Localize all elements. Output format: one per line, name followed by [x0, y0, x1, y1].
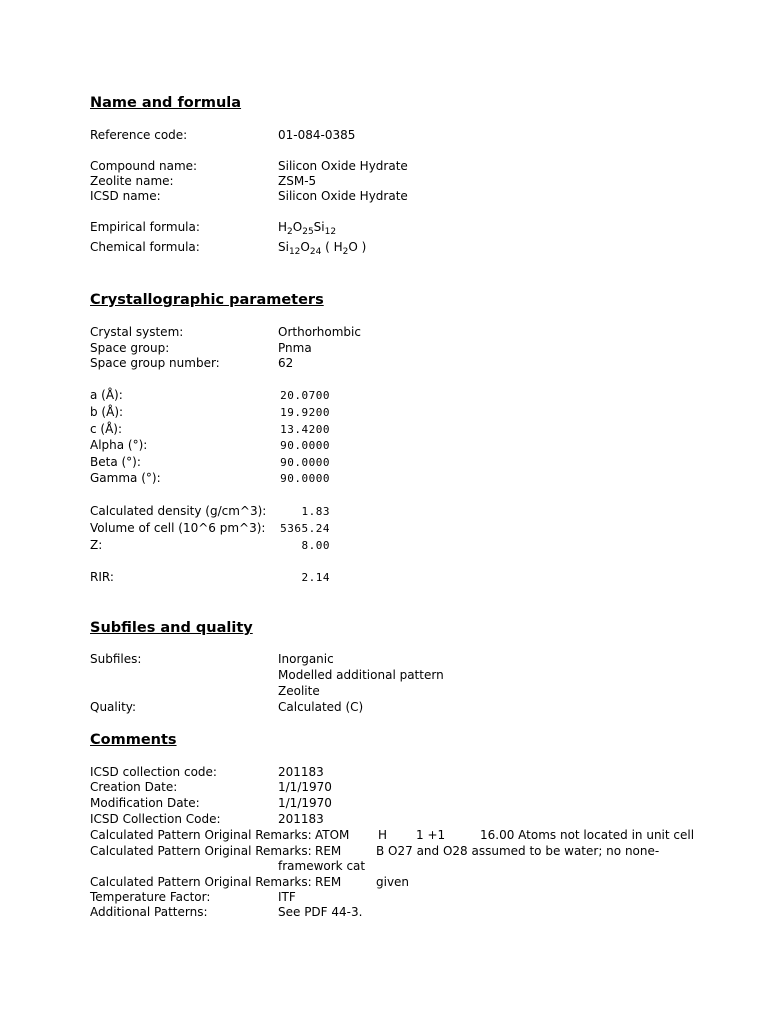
subfiles-label: Subfiles: [90, 652, 142, 666]
section-heading-crystallographic: Crystallographic parameters [90, 292, 324, 308]
remark2-col2: B O27 and O28 assumed to be water; no none- [376, 844, 660, 858]
density-value: 1.83 [301, 505, 330, 518]
alpha-value: 90.0000 [280, 439, 330, 452]
icsd-collection-code-label: ICSD collection code: [90, 765, 217, 779]
density-label: Calculated density (g/cm^3): [90, 504, 267, 518]
subfile-item: Zeolite [278, 684, 320, 698]
zeolite-name-label: Zeolite name: [90, 174, 174, 188]
remark2-continuation: framework cat [278, 859, 366, 873]
remark3-col2: given [376, 875, 410, 889]
remark3-label: Calculated Pattern Original Remarks: [90, 875, 312, 889]
z-label: Z: [90, 538, 103, 552]
quality-label: Quality: [90, 700, 137, 714]
creation-date-label: Creation Date: [90, 780, 178, 794]
cell-b-label: b (Å): [90, 405, 124, 419]
chemical-formula-label: Chemical formula: [90, 240, 200, 254]
icsd-name-label: ICSD name: [90, 189, 161, 203]
remark1-col3: 1 +1 [416, 828, 446, 842]
gamma-value: 90.0000 [280, 472, 330, 485]
cell-c-value: 13.4200 [280, 423, 330, 436]
icsd-collection-code-2-value: 201183 [278, 812, 324, 826]
subfile-item: Inorganic [278, 652, 334, 666]
gamma-label: Gamma (°): [90, 471, 161, 485]
remark2-col1: REM [315, 844, 342, 858]
beta-value: 90.0000 [280, 456, 330, 469]
space-group-number-value: 62 [278, 356, 294, 370]
zeolite-name-value: ZSM-5 [278, 174, 317, 188]
section-heading-comments: Comments [90, 732, 177, 748]
compound-name-label: Compound name: [90, 159, 198, 173]
icsd-collection-code-value: 201183 [278, 765, 324, 779]
space-group-number-label: Space group number: [90, 356, 220, 370]
remark1-col2: H [378, 828, 388, 842]
chemical-formula-value: $Si_{12}O_{24}$ ( $H_2O$ ) [278, 240, 367, 257]
remark1-col4: 16.00 Atoms not located in unit cell [480, 828, 695, 842]
cell-a-label: a (Å): [90, 388, 123, 402]
icsd-name-value: Silicon Oxide Hydrate [278, 189, 408, 203]
empirical-formula-label: Empirical formula: [90, 220, 200, 234]
modification-date-label: Modification Date: [90, 796, 200, 810]
modification-date-value: 1/1/1970 [278, 796, 332, 810]
crystal-system-label: Crystal system: [90, 325, 184, 339]
space-group-label: Space group: [90, 341, 170, 355]
alpha-label: Alpha (°): [90, 438, 148, 452]
z-value: 8.00 [301, 539, 330, 552]
space-group-value: Pnma [278, 341, 312, 355]
rir-value: 2.14 [301, 571, 330, 584]
section-heading-name-formula: Name and formula [90, 95, 242, 111]
remark1-col1: ATOM [315, 828, 350, 842]
additional-patterns-value: See PDF 44-3. [278, 905, 363, 919]
cell-b-value: 19.9200 [280, 406, 330, 419]
beta-label: Beta (°): [90, 455, 141, 469]
reference-code-label: Reference code: [90, 128, 188, 142]
quality-value: Calculated (C) [278, 700, 364, 714]
icsd-collection-code-2-label: ICSD Collection Code: [90, 812, 221, 826]
section-heading-subfiles: Subfiles and quality [90, 620, 253, 636]
crystal-system-value: Orthorhombic [278, 325, 361, 339]
rir-label: RIR: [90, 570, 114, 584]
temperature-factor-value: ITF [278, 890, 296, 904]
creation-date-value: 1/1/1970 [278, 780, 332, 794]
empirical-formula-value: $H_2O_{25}Si_{12}$ [278, 220, 337, 237]
cell-c-label: c (Å): [90, 422, 123, 436]
compound-name-value: Silicon Oxide Hydrate [278, 159, 408, 173]
remark3-col1: REM [315, 875, 342, 889]
remark1-label: Calculated Pattern Original Remarks: [90, 828, 312, 842]
remark2-label: Calculated Pattern Original Remarks: [90, 844, 312, 858]
reference-code-value: 01-084-0385 [278, 128, 356, 142]
additional-patterns-label: Additional Patterns: [90, 905, 208, 919]
cell-a-value: 20.0700 [280, 389, 330, 402]
volume-label: Volume of cell (10^6 pm^3): [90, 521, 266, 535]
temperature-factor-label: Temperature Factor: [90, 890, 211, 904]
volume-value: 5365.24 [280, 522, 330, 535]
subfile-item: Modelled additional pattern [278, 668, 444, 682]
